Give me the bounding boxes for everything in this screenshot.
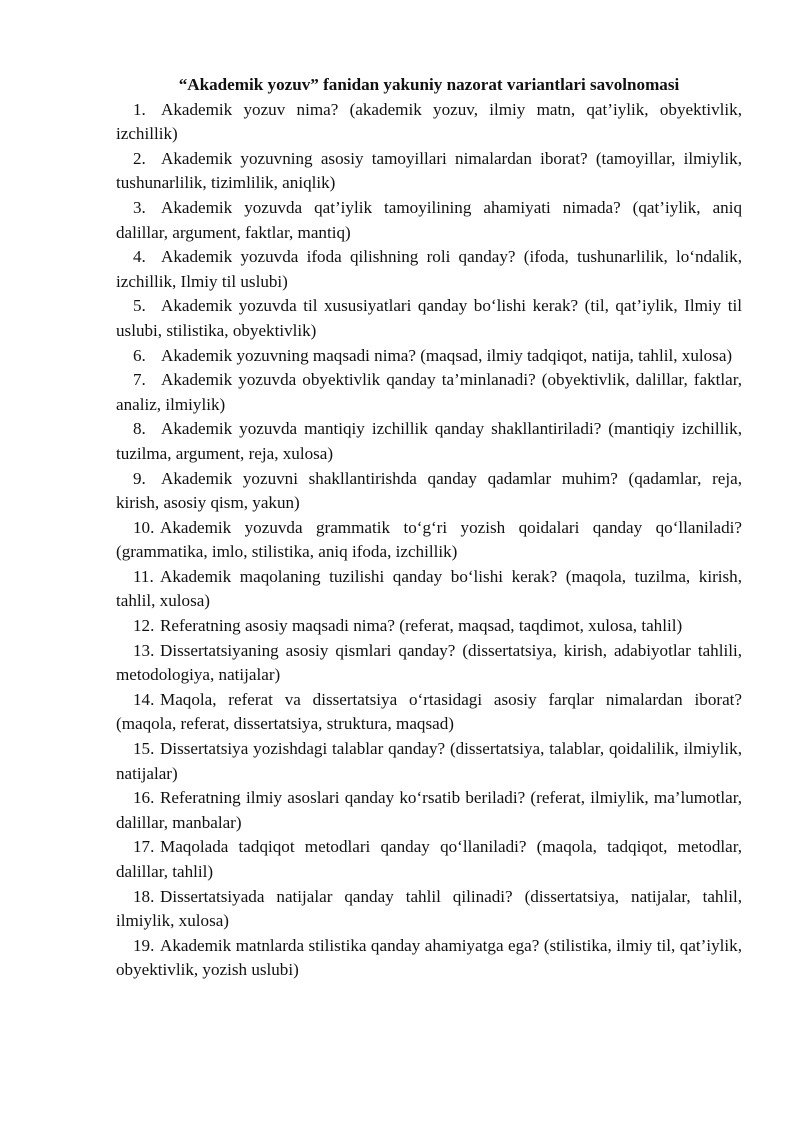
question-item: [116, 639, 742, 688]
question-number: 19.: [133, 935, 155, 955]
question-item: [116, 98, 742, 147]
question-text: Akademik yozuvda til xususiyatlari qanday bo‘lishi kerak? (til, qat’iylik, Ilmiy til uslubi, stilistika, obyektivlik): [116, 296, 742, 340]
question-text: Dissertatsiyada natijalar qanday tahlil qilinadi? (dissertatsiya, natijalar, tahlil, ilmiylik, xulosa): [116, 886, 742, 931]
question-number: 1.: [133, 99, 146, 119]
question-text: Maqola, referat va dissertatsiya o‘rtasidagi asosiy farqlar nimalardan iborat? (maqola, referat, dissertatsiya, struktura, maqsad): [116, 689, 742, 734]
question-number: 15.: [133, 739, 155, 759]
question-number: 18.: [133, 886, 155, 906]
question-number: 2.: [133, 148, 146, 168]
question-text: Akademik yozuvning asosiy tamoyillari nimalardan iborat? (tamoyillar, ilmiylik, tushunarlilik, tizimlilik, aniqlik): [116, 148, 742, 193]
question-number: 17.: [133, 837, 155, 857]
question-text: Dissertatsiya yozishdagi talablar qanday? (dissertatsiya, talablar, qoidalilik, ilmiylik, natijalar): [116, 739, 742, 783]
question-item: [116, 737, 742, 786]
question-item: [116, 934, 742, 983]
question-item: [116, 516, 742, 565]
question-text: Referatning asosiy maqsadi nima? (referat, maqsad, taqdimot, xulosa, tahlil): [160, 616, 683, 636]
question-item: [116, 147, 742, 196]
question-text: Akademik yozuvni shakllantirishda qanday qadamlar muhim? (qadamlar, reja, kirish, asosiy qism, yakun): [116, 468, 742, 513]
question-number: 3.: [133, 197, 146, 217]
question-item: [116, 467, 742, 516]
question-number: 4.: [133, 247, 146, 267]
question-text: Akademik yozuvning maqsadi nima? (maqsad, ilmiy tadqiqot, natija, tahlil, xulosa): [161, 345, 733, 365]
question-item: [116, 196, 742, 245]
question-number: 7.: [133, 370, 146, 390]
question-number: 11.: [133, 566, 154, 586]
question-number: 13.: [133, 640, 155, 660]
question-text: Akademik yozuvda grammatik to‘g‘ri yozish qoidalari qanday qo‘llaniladi? (grammatika, imlo, stilistika, aniq ifoda, izchillik): [116, 517, 742, 562]
question-text: Akademik yozuvda ifoda qilishning roli qanday? (ifoda, tushunarlilik, lo‘ndalik, izchillik, Ilmiy til uslubi): [116, 247, 742, 291]
question-number: 5.: [133, 296, 146, 316]
question-text: Akademik yozuvda obyektivlik qanday ta’minlanadi? (obyektivlik, dalillar, faktlar, analiz, ilmiylik): [116, 370, 742, 414]
question-item: [116, 245, 742, 294]
question-number: 16.: [133, 788, 155, 808]
question-item: [116, 417, 742, 466]
question-item: [116, 688, 742, 737]
question-list: [116, 98, 742, 983]
question-number: 6.: [133, 345, 146, 365]
question-text: Akademik maqolaning tuzilishi qanday bo‘lishi kerak? (maqola, tuzilma, kirish, tahlil, xulosa): [116, 566, 742, 611]
question-text: Referatning ilmiy asoslari qanday ko‘rsatib beriladi? (referat, ilmiylik, ma’lumotlar, dalillar, manbalar): [116, 788, 742, 832]
question-text: Akademik matnlarda stilistika qanday ahamiyatga ega? (stilistika, ilmiy til, qat’iylik, obyektivlik, yozish uslubi): [116, 935, 742, 980]
document-page: [116, 73, 742, 983]
question-item: [116, 786, 742, 835]
question-number: 10.: [133, 517, 155, 537]
question-item: [116, 614, 742, 639]
question-item: [116, 835, 742, 884]
question-text: Akademik yozuvda mantiqiy izchillik qanday shakllantiriladi? (mantiqiy izchillik, tuzilma, argument, reja, xulosa): [116, 419, 742, 463]
question-number: 8.: [133, 419, 146, 439]
question-item: [116, 885, 742, 934]
question-text: Akademik yozuvda qat’iylik tamoyilining ahamiyati nimada? (qat’iylik, aniq dalillar, argument, faktlar, mantiq): [116, 197, 742, 242]
document-title: “Akademik yozuv” fanidan yakuniy nazorat variantlari savolnomasi: [178, 75, 680, 94]
question-text: Akademik yozuv nima? (akademik yozuv, ilmiy matn, qat’iylik, obyektivlik, izchillik): [116, 99, 742, 144]
question-item: [116, 565, 742, 614]
question-item: [116, 294, 742, 343]
question-text: Maqolada tadqiqot metodlari qanday qo‘llaniladi? (maqola, tadqiqot, metodlar, dalillar, tahlil): [116, 837, 742, 881]
question-number: 9.: [133, 468, 146, 488]
question-number: 12.: [133, 616, 155, 636]
question-item: [116, 368, 742, 417]
question-text: Dissertatsiyaning asosiy qismlari qanday? (dissertatsiya, kirish, adabiyotlar tahlili, metodologiya, natijalar): [116, 640, 742, 685]
question-number: 14.: [133, 689, 155, 709]
question-item: [116, 344, 742, 369]
